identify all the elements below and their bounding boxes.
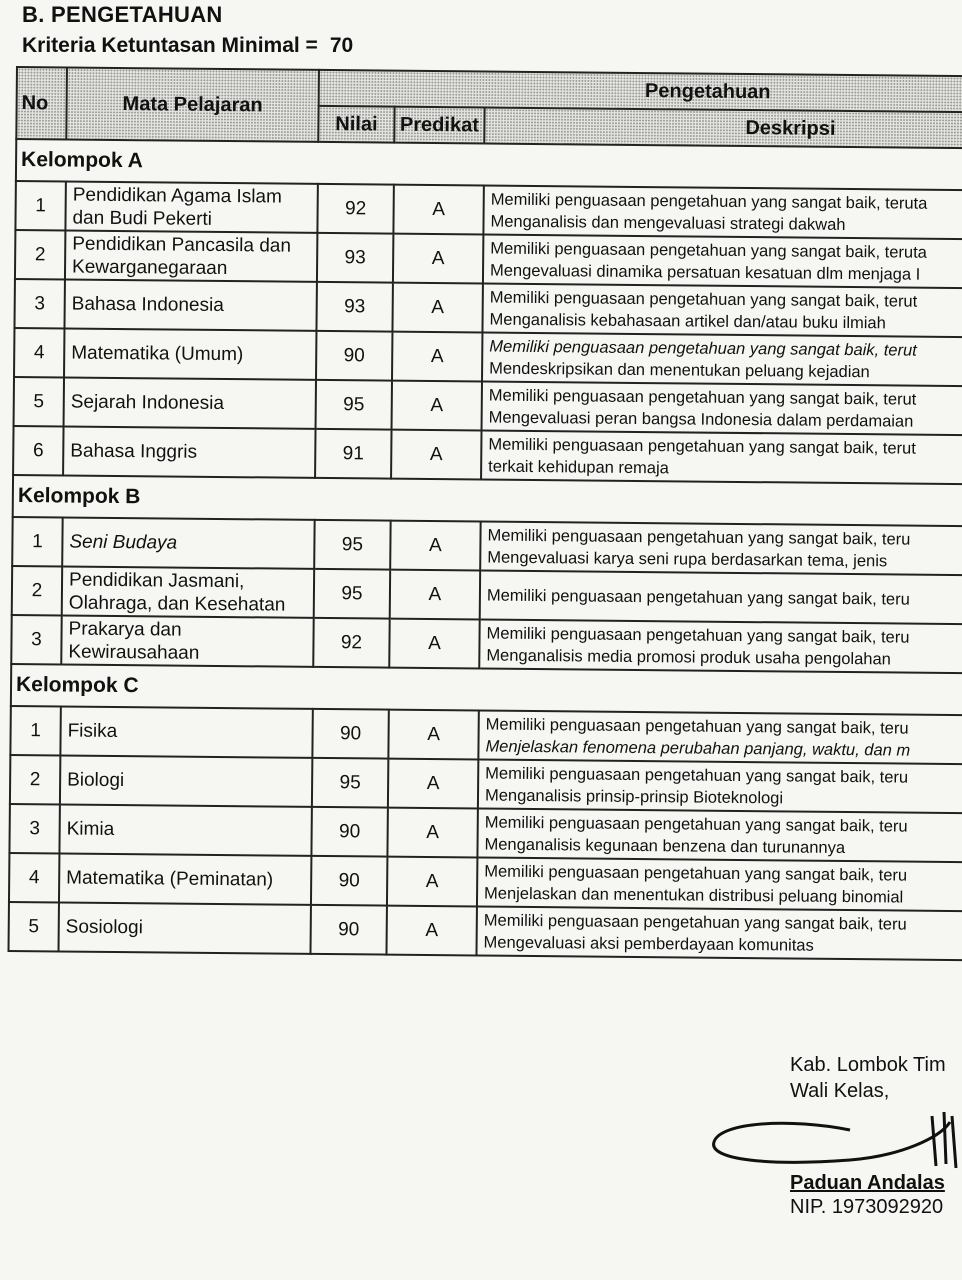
- row-subject: Matematika (Umum): [64, 328, 316, 379]
- row-predicate: A: [387, 808, 477, 858]
- row-description: [480, 521, 962, 575]
- row-no: 3: [9, 804, 59, 853]
- row-score: 93: [317, 233, 393, 283]
- signature-strokes: [932, 1112, 956, 1168]
- row-score: 91: [315, 429, 391, 479]
- signature-role: Wali Kelas,: [790, 1080, 890, 1102]
- row-predicate: A: [392, 332, 482, 382]
- row-predicate: A: [390, 570, 480, 620]
- desc-line-2: Menganalisis kebahasaan artikel dan/atau buku ilmiah: [489, 310, 886, 332]
- table-row: [9, 902, 962, 960]
- row-score: 95: [316, 380, 392, 430]
- row-predicate: A: [389, 619, 479, 669]
- desc-line-2: Menjelaskan fenomena perubahan panjang, waktu, dan m: [485, 737, 911, 760]
- row-subject: Sosiologi: [59, 902, 311, 953]
- row-no: 4: [14, 328, 64, 377]
- row-subject: Prakarya dan Kewirausahaan: [61, 615, 313, 666]
- desc-line-1: Memiliki penguasaan pengetahuan yang sangat baik, terut: [488, 435, 916, 458]
- desc-line-2: Mengevaluasi dinamika persatuan kesatuan dlm menjaga I: [489, 261, 921, 284]
- row-score: 92: [317, 184, 393, 234]
- group-label: Kelompok B: [13, 475, 962, 526]
- desc-line-2: Menganalisis kegunaan benzena dan turunannya: [484, 835, 846, 857]
- row-subject: Biologi: [60, 755, 312, 806]
- row-description: [482, 332, 962, 386]
- row-score: 90: [310, 905, 386, 955]
- desc-line-1: Memiliki penguasaan pengetahuan yang sangat baik, terut: [489, 288, 918, 311]
- desc-line-1: Memiliki penguasaan pengetahuan yang sangat baik, teru: [483, 911, 907, 934]
- row-subject: Pendidikan Agama Islam dan Budi Pekerti: [65, 181, 317, 232]
- desc-line-1: Memiliki penguasaan pengetahuan yang sangat baik, terut: [489, 337, 917, 360]
- row-score: 90: [311, 807, 387, 857]
- row-no: 4: [9, 853, 59, 902]
- header-description: Deskripsi: [484, 108, 962, 149]
- row-subject: Pendidikan Pancasila dan Kewarganegaraan: [65, 230, 317, 281]
- desc-line-1: Memiliki penguasaan pengetahuan yang sangat baik, teruta: [490, 239, 927, 262]
- row-description: [478, 710, 962, 764]
- row-subject: Pendidikan Jasmani, Olahraga, dan Kesehatan: [62, 566, 314, 617]
- row-score: 90: [316, 331, 392, 381]
- row-no: 5: [9, 902, 59, 951]
- row-description: [483, 234, 962, 288]
- row-no: 5: [14, 377, 64, 426]
- desc-line-2: Menganalisis prinsip-prinsip Bioteknologi: [484, 786, 784, 807]
- header-score: Nilai: [318, 106, 394, 143]
- row-description: [481, 430, 962, 484]
- row-description: [476, 906, 962, 960]
- row-no: 1: [10, 706, 60, 755]
- row-subject: Fisika: [60, 706, 312, 757]
- row-subject: Bahasa Inggris: [63, 426, 315, 477]
- row-predicate: A: [390, 521, 480, 571]
- row-subject: Bahasa Indonesia: [64, 279, 316, 330]
- kkm-value: 70: [329, 34, 354, 57]
- header-subject: Mata Pelajaran: [66, 67, 319, 141]
- desc-line-1: Memiliki penguasaan pengetahuan yang sangat baik, terut: [488, 386, 917, 409]
- row-subject: Matematika (Peminatan): [59, 853, 311, 904]
- row-score: 95: [314, 520, 390, 570]
- handwritten-signature: [700, 1108, 962, 1178]
- header-group-pengetahuan: Pengetahuan: [319, 70, 962, 112]
- signature-block: [790, 1052, 946, 1104]
- group-label: Kelompok A: [16, 139, 962, 190]
- row-predicate: A: [392, 381, 482, 431]
- grades-table: [7, 66, 962, 961]
- row-score: 92: [313, 618, 389, 668]
- row-subject: Kimia: [59, 804, 311, 855]
- desc-line-1: Memiliki penguasaan pengetahuan yang sangat baik, teru: [485, 764, 909, 787]
- row-no: 3: [11, 615, 61, 664]
- header-no: No: [16, 67, 67, 139]
- row-predicate: A: [392, 283, 482, 333]
- desc-line-1: Memiliki penguasaan pengetahuan yang sangat baik, teru: [484, 813, 908, 836]
- desc-line-2: Menjelaskan dan menentukan distribusi peluang binomial: [483, 884, 904, 907]
- desc-line-2: Menganalisis dan mengevaluasi strategi dakwah: [490, 212, 846, 234]
- desc-line-1: Memiliki penguasaan pengetahuan yang sangat baik, teru: [484, 862, 908, 885]
- row-no: 2: [15, 230, 65, 279]
- header-predicate: Predikat: [394, 107, 484, 144]
- row-score: 90: [311, 856, 387, 906]
- desc-line-1: Memiliki penguasaan pengetahuan yang sangat baik, teru: [485, 715, 909, 738]
- desc-line-2: Mengevaluasi aksi pemberdayaan komunitas: [483, 933, 814, 955]
- row-predicate: A: [388, 759, 478, 809]
- row-description: [482, 381, 962, 435]
- row-subject: Seni Budaya: [62, 517, 314, 568]
- row-description: [477, 857, 962, 911]
- desc-line-1: Memiliki penguasaan pengetahuan yang sangat baik, teru: [486, 624, 910, 647]
- row-no: 1: [15, 181, 65, 230]
- row-score: 95: [314, 569, 390, 619]
- row-predicate: A: [393, 185, 483, 235]
- row-description: [477, 808, 962, 862]
- row-predicate: A: [393, 234, 483, 284]
- row-description: [483, 185, 962, 239]
- section-title: B. PENGETAHUAN: [22, 2, 223, 27]
- signature-loop: [714, 1122, 950, 1162]
- desc-line-2: Menganalisis media promosi produk usaha pengolahan: [486, 646, 891, 668]
- kkm-line: [22, 34, 353, 58]
- row-predicate: A: [391, 430, 481, 480]
- row-no: 2: [10, 755, 60, 804]
- row-no: 3: [14, 279, 64, 328]
- desc-line-1: Memiliki penguasaan pengetahuan yang sangat baik, teru: [486, 586, 910, 609]
- row-predicate: A: [387, 857, 477, 907]
- row-score: 93: [316, 282, 392, 332]
- row-score: 90: [312, 709, 388, 759]
- row-score: 95: [312, 758, 388, 808]
- row-predicate: A: [388, 710, 478, 760]
- row-no: 1: [12, 517, 62, 566]
- row-description: [480, 570, 962, 624]
- teacher-name: Paduan Andalas: [790, 1172, 945, 1194]
- desc-line-2: Mengevaluasi karya seni rupa berdasarkan tema, jenis: [487, 548, 888, 570]
- row-no: 2: [12, 566, 62, 615]
- desc-line-1: Memiliki penguasaan pengetahuan yang sangat baik, teru: [487, 526, 911, 549]
- row-predicate: A: [386, 906, 476, 956]
- desc-line-2: terkait kehidupan remaja: [488, 457, 669, 477]
- desc-line-1: Memiliki penguasaan pengetahuan yang sangat baik, teruta: [490, 190, 928, 213]
- row-no: 6: [13, 426, 63, 475]
- kkm-label: Kriteria Ketuntasan Minimal =: [22, 34, 318, 57]
- group-label: Kelompok C: [11, 664, 962, 715]
- row-description: [482, 283, 962, 337]
- row-subject: Sejarah Indonesia: [64, 377, 316, 428]
- row-description: [478, 759, 962, 813]
- desc-line-2: Mengevaluasi peran bangsa Indonesia dalam perdamaian: [488, 408, 914, 431]
- row-description: [479, 619, 962, 673]
- teacher-nip: NIP. 1973092920: [790, 1196, 944, 1218]
- signature-place: Kab. Lombok Tim: [790, 1054, 946, 1076]
- desc-line-2: Mendeskripsikan dan menentukan peluang kejadian: [489, 359, 870, 381]
